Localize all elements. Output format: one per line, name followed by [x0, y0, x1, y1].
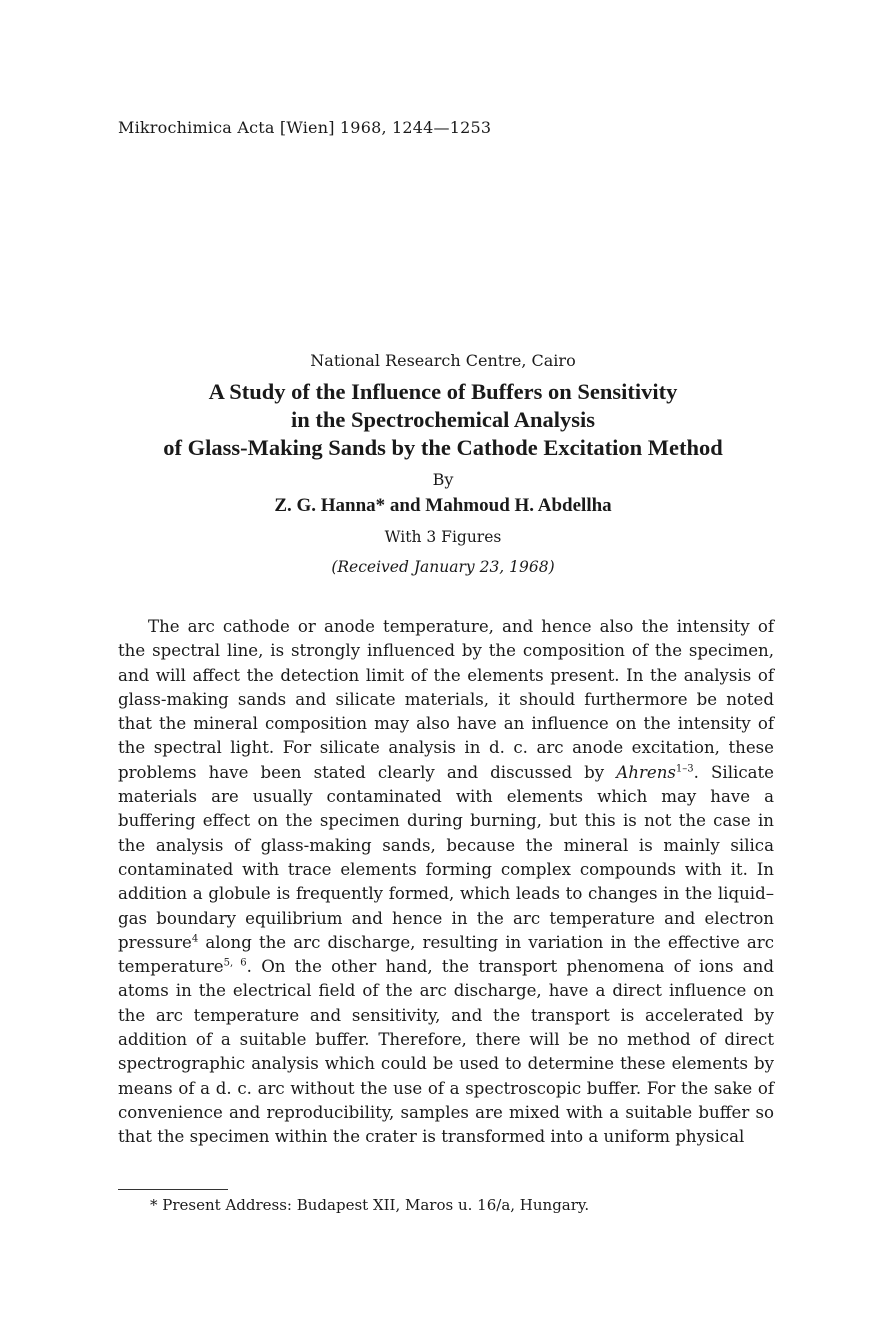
received-date: (Received January 23, 1968) [331, 558, 555, 576]
by-line: By [432, 470, 454, 489]
reference-superscript: 4 [191, 933, 199, 945]
authors: Z. G. Hanna* and Mahmoud H. Abdellha [274, 495, 612, 516]
figures-note: With 3 Figures [384, 528, 502, 546]
body-text-part-4: . On the other hand, the transport phenomena of ions and atoms in the electrical field of the arc discharge, have a direct influence on the arc temperature and sensitivity, and the transport is accelerated by addition of a suitable buffer. Therefore, there will be no method of direct spectrographic analysis which could be used to determine these elements by means of a d. c. arc without the use of a spectroscopic buffer. For the sake of convenience and reproducibility, samples are mixed with a suitable buffer so that the specimen within the crater is transformed into a uniform physical [118, 957, 774, 1147]
body-paragraph [118, 615, 774, 1150]
reference-superscript: 5, 6 [223, 957, 247, 969]
journal-citation: Mikrochimica Acta [Wien] 1968, 1244—1253 [118, 118, 492, 137]
article-title-line-3: of Glass-Making Sands by the Cathode Excitation Method [163, 435, 723, 460]
institution: National Research Centre, Cairo [310, 351, 576, 370]
reference-superscript: 1–3 [675, 763, 694, 775]
footnote: * Present Address: Budapest XII, Maros u. 16/a, Hungary. [150, 1196, 590, 1214]
article-title-line-1: A Study of the Influence of Buffers on Sensitivity [208, 379, 678, 404]
body-text-part-2: . Silicate materials are usually contaminated with elements which may have a buffering effect on the specimen during burning, but this is not the case in the analysis of glass-making sands, because the mineral is mainly silica contaminated with trace elements forming complex compounds with it. In addition a globule is frequently formed, which leads to changes in the liquid–gas boundary equilibrium and hence in the arc temperature and electron pressure [118, 762, 774, 952]
cited-author: Ahrens [616, 762, 676, 782]
article-header [0, 350, 886, 580]
body-text-part-3: along the arc discharge, resulting in variation in the effective arc temperature [118, 932, 774, 977]
body-text-part-1: The arc cathode or anode temperature, and hence also the intensity of the spectral line, is strongly influenced by the composition of the specimen, and will affect the detection limit of the elements present. In the analysis of glass-making sands and silicate materials, it should furthermore be noted that the mineral composition may also have an influence on the intensity of the spectral light. For silicate analysis in d. c. arc anode excitation, these problems have been stated clearly and discussed by [118, 617, 774, 782]
article-title-line-2: in the Spectrochemical Analysis [291, 407, 595, 432]
footnote-divider [118, 1189, 228, 1190]
